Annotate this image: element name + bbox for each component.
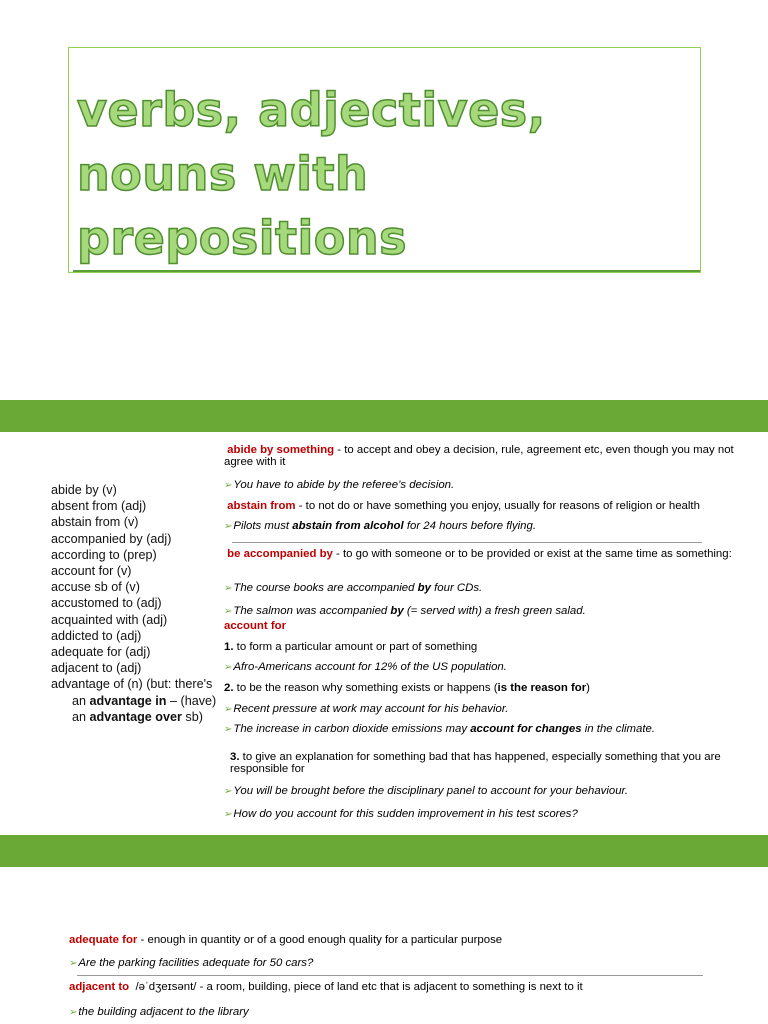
cont-bold: advantage over xyxy=(89,709,182,724)
title-line-2: nouns with xyxy=(77,147,369,201)
example-text: in the climate. xyxy=(581,723,656,735)
definition-text: - enough in quantity or of a good enough quality for a particular purpose xyxy=(137,934,503,946)
arrow-bullet-icon: ➢ xyxy=(69,1007,78,1018)
term-abide: abide by something xyxy=(227,444,335,456)
definitions-slide-1 xyxy=(0,400,768,835)
list-item: abide by (v) xyxy=(51,483,117,497)
example-text: How do you account for this sudden improvement in his test scores? xyxy=(233,808,578,820)
abide-example xyxy=(224,479,454,492)
account-sense-2 xyxy=(224,682,759,694)
example-text: The course books are accompanied xyxy=(233,582,418,594)
arrow-bullet-icon: ➢ xyxy=(224,606,233,617)
example-text: You will be brought before the disciplinary panel to account for your behaviour. xyxy=(233,785,629,797)
arrow-bullet-icon: ➢ xyxy=(224,521,233,532)
title-line-3: prepositions xyxy=(77,211,407,265)
account-example-2a xyxy=(224,703,508,716)
arrow-bullet-icon: ➢ xyxy=(224,786,233,797)
example-text: the building adjacent to the library xyxy=(78,1006,249,1018)
example-text: (= served with) a fresh green salad. xyxy=(403,605,586,617)
term-adequate: adequate for xyxy=(69,934,138,946)
sense-number: 3. xyxy=(230,751,240,763)
list-item: accompanied by (adj) xyxy=(51,531,172,546)
account-example-2b xyxy=(224,723,655,736)
list-item: adequate for (adj) xyxy=(51,645,151,660)
list-item: account for (v) xyxy=(51,564,132,579)
list-item: according to (prep) xyxy=(51,547,157,562)
account-example-3b xyxy=(224,808,578,821)
arrow-bullet-icon: ➢ xyxy=(224,583,233,594)
list-item: adjacent to (adj) xyxy=(51,661,142,676)
header-bar xyxy=(0,400,768,432)
arrow-bullet-icon: ➢ xyxy=(224,704,233,715)
example-text: Pilots must xyxy=(233,520,293,532)
cont-text: an xyxy=(72,709,90,724)
cont-text: – (have) xyxy=(166,693,217,708)
list-item: accustomed to (adj) xyxy=(51,596,162,611)
abstain-definition xyxy=(224,500,759,512)
term-account-for: account for xyxy=(224,620,287,632)
arrow-bullet-icon: ➢ xyxy=(224,724,233,735)
list-item: abstain from (v) xyxy=(51,515,139,530)
arrow-bullet-icon: ➢ xyxy=(224,809,233,820)
list-item-continuation xyxy=(51,693,221,709)
list-item: accuse sb of (v) xyxy=(51,580,140,595)
example-bold: by xyxy=(417,582,431,594)
title-frame xyxy=(68,47,701,273)
adjacent-definition xyxy=(69,981,759,993)
cont-bold: advantage in xyxy=(89,693,167,708)
section-divider xyxy=(232,542,702,543)
definition-text: - a room, building, piece of land etc that is adjacent to something is next to it xyxy=(196,981,583,993)
example-text: Are the parking facilities adequate for 50 cars? xyxy=(78,957,314,969)
account-example-3a xyxy=(224,785,628,798)
title-slide xyxy=(0,0,768,400)
page-title xyxy=(77,78,546,270)
definition-text: to form a particular amount or part of something xyxy=(233,641,478,653)
list-item: absent from (adj) xyxy=(51,499,147,514)
definition-text: ) xyxy=(586,682,590,694)
example-text: The salmon was accompanied xyxy=(233,605,391,617)
term-accompanied: be accompanied by xyxy=(227,548,333,560)
account-heading xyxy=(224,620,286,632)
abide-definition xyxy=(224,444,759,468)
accompanied-example-2 xyxy=(224,605,586,618)
definition-text: - to not do or have something you enjoy, usually for reasons of religion or health xyxy=(295,500,700,512)
example-text: The increase in carbon dioxide emissions may xyxy=(233,723,471,735)
header-bar xyxy=(0,835,768,867)
example-text: for 24 hours before flying. xyxy=(403,520,537,532)
definition-text: to give an explanation for something bad that has happened, especially something that you are responsible for xyxy=(230,751,721,775)
phonetic-transcription: /əˈdʒeɪsənt/ xyxy=(135,981,197,993)
arrow-bullet-icon: ➢ xyxy=(69,958,78,969)
accompanied-example-1 xyxy=(224,582,482,595)
section-divider xyxy=(77,975,703,976)
list-item-continuation xyxy=(51,709,221,725)
preposition-list xyxy=(51,482,221,731)
list-item: acquainted with (adj) xyxy=(51,612,168,627)
arrow-bullet-icon: ➢ xyxy=(224,480,233,491)
definitions-slide-2 xyxy=(0,835,768,1024)
account-example-1 xyxy=(224,661,507,674)
example-text: You have to abide by the referee’s decision. xyxy=(233,479,455,491)
example-text: Afro-Americans account for 12% of the US population. xyxy=(233,661,507,673)
abstain-example xyxy=(224,520,536,533)
cont-text: an xyxy=(72,693,90,708)
title-line-1: verbs, adjectives, xyxy=(77,83,546,137)
definition-bold: is the reason for xyxy=(497,682,587,694)
adequate-definition xyxy=(69,934,749,946)
list-item: addicted to (adj) xyxy=(51,628,142,643)
adequate-example xyxy=(69,957,313,970)
example-text: Recent pressure at work may account for his behavior. xyxy=(233,703,509,715)
account-sense-3 xyxy=(230,751,750,775)
accompanied-definition xyxy=(224,548,744,560)
example-text: four CDs. xyxy=(430,582,483,594)
term-abstain: abstain from xyxy=(227,500,296,512)
definition-text: - to accept and obey a decision, rule, agreement etc, even though you may not agree with it xyxy=(224,444,734,468)
account-sense-1 xyxy=(224,641,759,653)
definition-text: to be the reason why something exists or happens ( xyxy=(233,682,498,694)
sense-number: 2. xyxy=(224,682,234,694)
list-item: advantage of (n) (but: there's xyxy=(51,677,213,692)
example-bold: abstain from alcohol xyxy=(292,520,404,532)
term-adjacent: adjacent to xyxy=(69,981,130,993)
cont-text: sb) xyxy=(181,709,203,724)
definition-text: - to go with someone or to be provided or exist at the same time as something: xyxy=(332,548,732,560)
arrow-bullet-icon: ➢ xyxy=(224,662,233,673)
sense-number: 1. xyxy=(224,641,234,653)
example-bold: account for changes xyxy=(470,723,582,735)
list-item-cutoff xyxy=(51,725,221,731)
example-bold: by xyxy=(390,605,404,617)
title-underline xyxy=(73,270,700,272)
adjacent-example xyxy=(69,1006,249,1019)
